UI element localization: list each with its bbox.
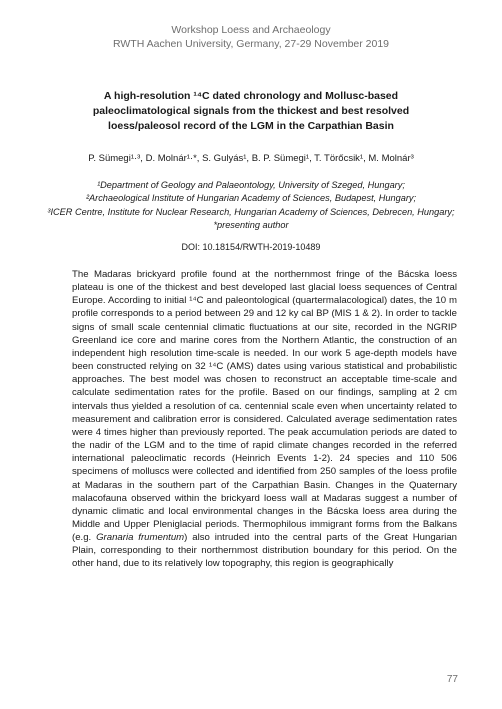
running-head-workshop: Workshop Loess and Archaeology xyxy=(171,24,331,36)
abstract-text-part2: ) also intruded into the central parts of the Great Hungarian Plain, corresponding to their northernmost distribution boundary for this period. On the other hand, due to its relatively low topography, this region is geographically xyxy=(72,532,457,570)
affiliation-3: ³ICER Centre, Institute for Nuclear Research, Hungarian Academy of Sciences, Debrecen, Hungary; *presenting author xyxy=(47,206,455,230)
affiliation-2: ²Archaeological Institute of Hungarian Academy of Sciences, Budapest, Hungary; xyxy=(85,193,417,204)
running-head-venue: RWTH Aachen University, Germany, 27-29 November 2019 xyxy=(112,38,390,50)
abstract-text-part1: The Madaras brickyard profile found at the northernmost fringe of the Bácska loess plateau is one of the thickest and best developed last glacial loess sequences of Central Europe. According to initial ¹⁴C and paleontological (quartermalacological) dates, the 10 m profile corresponds to a period between 29 and 12 ky cal BP (MIS 1 & 2). In order to tackle signs of small scale centennial climatic fluctuations at our site, recorded in the NGRIP Greenland ice core and marine cores from the Northern Atlantic, the construction of an independent high resolution time-scale is needed. In our work 5 age-depth models have been constructed relying on 32 ¹⁴C (AMS) dates using various statistical and probabilistic approaches. The best model was chosen to reconstruct an acceptable time-scale and calculate sedimentation rates for the profile. Based on our findings, sampling at 2 cm intervals thus yielded a resolution of ca. centennial scale even when uncertainty related to measurement and calibration error is considered. Calculated average sedimentation rates were 4 times higher than previously reported. The peak accumulation periods are dated to the nadir of the LGM and to the time of rapid climate changes recorded in the referred international paleoclimatic records (Heinrich Events 1-2). 24 species and 110 506 specimens of molluscs were collected and identified from 250 samples of the loess profile at Madaras in the southern part of the Carpathian Basin. Changes in the Quaternary malacofauna observed within the brickyard loess wall at Madaras suggest a number of dynamic climatic and local environmental changes in the Bácska loess area during the Middle and Upper Pleniglacial periods. Thermophilous immigrant forms from the Balkans (e.g. xyxy=(72,269,457,544)
doi-line: DOI: 10.18154/RWTH-2019-10489 xyxy=(181,242,321,252)
author-list: P. Sümegi¹·³, D. Molnár¹·*, S. Gulyás¹, B. P. Sümegi¹, T. Törőcsik¹, M. Molnár³ xyxy=(88,153,414,164)
page-number: 77 xyxy=(446,674,458,685)
affiliations xyxy=(40,179,462,232)
paper-title: A high-resolution ¹⁴C dated chronology and Mollusc-based paleoclimatological signals from the thickest and best resolved loess/paleosol record of the LGM in the Carpathian Basin xyxy=(92,90,410,132)
species-name: Granaria frumentum xyxy=(96,532,185,544)
abstract-body xyxy=(72,268,457,571)
affiliation-1: ¹Department of Geology and Palaeontology, University of Szeged, Hungary; xyxy=(97,180,405,190)
